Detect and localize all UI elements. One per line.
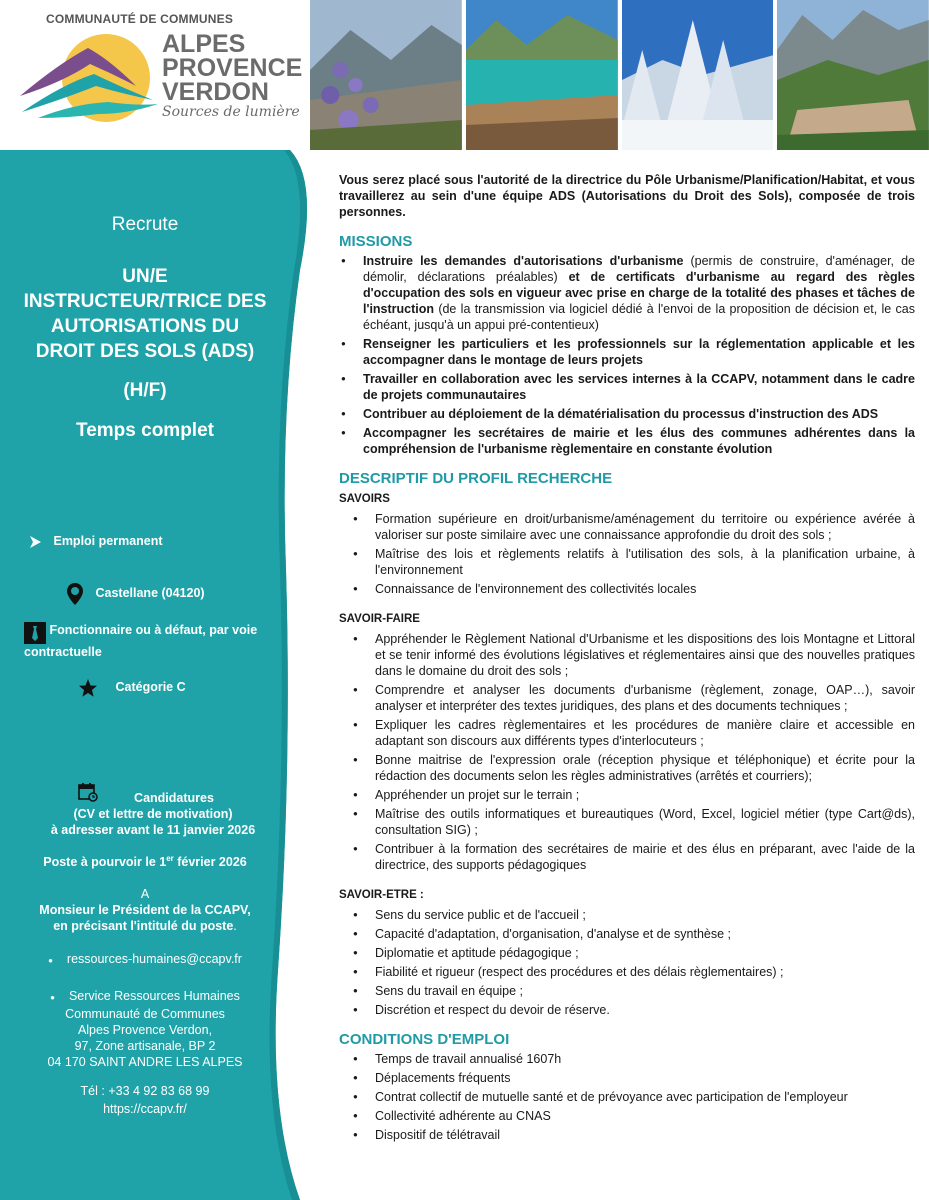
temps-label: Temps complet xyxy=(76,420,214,441)
list-item: ● Temps de travail annualisé 1607h xyxy=(339,1051,915,1067)
list-item: ● Contribuer au déploiement de la dématérialisation du processus d'instruction des ADS xyxy=(339,406,915,422)
list-item: ● Contrat collectif de mutuelle santé et de prévoyance avec participation de l'employeur xyxy=(339,1089,915,1105)
list-item: ● Dispositif de télétravail xyxy=(339,1127,915,1143)
list-item: ● Maîtrise des outils informatiques et bureautiques (Word, Excel, logiciel métier (type Cart@ds), consultation SIG) ; xyxy=(339,806,915,838)
list-item: ● Accompagner les secrétaires de mairie et les élus des communes adhérentes dans la compréhension de l'urbanisme règlementaire en constante évolution xyxy=(339,425,915,457)
gender-label: (H/F) xyxy=(123,380,167,401)
list-item: ● Capacité d'adaptation, d'organisation, d'analyse et de synthèse ; xyxy=(339,926,915,942)
star-icon xyxy=(78,678,98,698)
profil-heading: DESCRIPTIF DU PROFIL RECHERCHE xyxy=(339,470,613,487)
lieu-row: Castellane (04120) xyxy=(66,582,205,606)
intro-text: Vous serez placé sous l'autorité de la directrice du Pôle Urbanisme/Planification/Habitat, et vous travaillerez au sein d'une équipe ADS (Autorisations du Droit des Sols), composée de trois personnes. xyxy=(339,173,915,219)
list-item: ● Déplacements fréquents xyxy=(339,1070,915,1086)
savoirs-heading: SAVOIRS xyxy=(339,493,390,505)
arrow-bullet-icon xyxy=(28,535,42,549)
missions-heading: MISSIONS xyxy=(339,233,413,250)
savoiretre-list xyxy=(339,907,915,1018)
logo xyxy=(0,0,310,150)
conditions-list xyxy=(339,1051,915,1143)
email-link[interactable]: ● ressources-humaines@ccapv.fr xyxy=(48,952,242,966)
list-item: ● Appréhender un projet sur le terrain ; xyxy=(339,787,915,803)
job-description xyxy=(339,172,915,1146)
tie-icon xyxy=(24,622,46,644)
photo-lake xyxy=(466,0,618,150)
list-item: ● Connaissance de l'environnement des collectivités locales xyxy=(339,581,915,597)
photo-lavender-mountain xyxy=(310,0,462,150)
service-address: ● Service Ressources Humaines Communauté de Communes Alpes Provence Verdon, 97, Zone artisanale, BP 2 04 170 SAINT ANDRE LES ALPES xyxy=(47,989,243,1069)
job-title: UN/E INSTRUCTEUR/TRICE DES AUTORISATIONS DU DROIT DES SOLS (ADS) xyxy=(23,266,267,362)
logo-org-label: COMMUNAUTÉ DE COMMUNES xyxy=(46,12,234,26)
list-item: ● Maîtrise des lois et règlements relatifs à l'utilisation des sols, à la planification urbaine, à l'environnement xyxy=(339,546,915,578)
website-link[interactable]: https://ccapv.fr/ xyxy=(103,1102,187,1116)
conditions-heading: CONDITIONS D'EMPLOI xyxy=(339,1031,510,1048)
categorie-row: Catégorie C xyxy=(78,678,186,698)
list-item: ● Travailler en collaboration avec les services internes à la CCAPV, notamment dans le cadre de projets communautaires xyxy=(339,371,915,403)
photo-valley-village xyxy=(777,0,929,150)
savoirfaire-list xyxy=(339,631,915,873)
list-item: ● Contribuer à la formation des secrétaires de mairie et des élus en préparant, avec l'aide de la directrice, des supports pédagogiques xyxy=(339,841,915,873)
contact-block xyxy=(0,1082,290,1118)
photo-snowy-trees xyxy=(622,0,774,150)
poste-date: Poste à pourvoir le 1er février 2026 xyxy=(43,854,247,870)
list-item: ● Comprendre et analyser les documents d'urbanisme (règlement, zonage, OAP…), savoir analyser et interpréter des textes juridiques, des plans et des documents techniques ; xyxy=(339,682,915,714)
list-item: ● Expliquer les cadres règlementaires et les procédures de manière claire et accessible en adaptant son discours aux différents types d'interlocuteurs ; xyxy=(339,717,915,749)
emploi-row: Emploi permanent xyxy=(28,534,163,549)
list-item: ● Formation supérieure en droit/urbanisme/aménagement du territoire ou expérience avérée à valoriser sur poste similaire avec une connaissance approfondie du droit des sols ; xyxy=(339,511,915,543)
list-item: ● Instruire les demandes d'autorisations d'urbanisme (permis de construire, d'aménager, de démolir, déclarations préalables) et de certificats d'urbanisme au regard des règles d'occupation des sols en vigueur avec prise en charge de la totalité des phases et tâches de l'instruction (de la transmission via logiciel dédié à l'envoi de la proposition de décision et, le cas échéant, jusqu'à un appui pré-contentieux) xyxy=(339,253,915,333)
list-item: ● Diplomatie et aptitude pédagogique ; xyxy=(339,945,915,961)
phone-number: Tél : +33 4 92 83 68 99 xyxy=(80,1084,210,1098)
logo-name: ALPES PROVENCE VERDON xyxy=(162,30,303,106)
savoirs-list xyxy=(339,511,915,597)
statut-row: Fonctionnaire ou à défaut, par voie contractuelle xyxy=(24,623,258,659)
location-pin-icon xyxy=(66,582,84,606)
logo-mountain-icon xyxy=(18,34,168,124)
savoirfaire-heading: SAVOIR-FAIRE xyxy=(339,613,420,625)
photo-strip xyxy=(310,0,929,150)
sidebar xyxy=(0,150,290,1200)
list-item: ● Renseigner les particuliers et les professionnels sur la réglementation applicable et les accompagner dans le montage de leurs projets xyxy=(339,336,915,368)
candidatures-block: Candidatures (CV et lettre de motivation) à adresser avant le 11 janvier 2026 xyxy=(50,791,256,837)
missions-list xyxy=(339,253,915,457)
list-item: ● Sens du travail en équipe ; xyxy=(339,983,915,999)
recrute-label: Recrute xyxy=(111,214,179,235)
list-item: ● Discrétion et respect du devoir de réserve. xyxy=(339,1002,915,1018)
list-item: ● Sens du service public et de l'accueil ; xyxy=(339,907,915,923)
address-recipient: A Monsieur le Président de la CCAPV, en précisant l'intitulé du poste. xyxy=(39,887,251,933)
savoiretre-heading: SAVOIR-ETRE : xyxy=(339,889,424,901)
list-item: ● Fiabilité et rigueur (respect des procédures et des délais règlementaires) ; xyxy=(339,964,915,980)
logo-tagline: Sources de lumière xyxy=(162,104,300,120)
list-item: ● Appréhender le Règlement National d'Urbanisme et les dispositions des lois Montagne et Littoral et se tenir informé des évolutions législatives et réglementaires ainsi que des nouvelles pratiques dans le domaine du droit des sols ; xyxy=(339,631,915,679)
list-item: ● Collectivité adhérente au CNAS xyxy=(339,1108,915,1124)
list-item: ● Bonne maitrise de l'expression orale (réception physique et téléphonique) et écrite pour la rédaction des documents selon les règles administratives (arrêtés et courriers); xyxy=(339,752,915,784)
